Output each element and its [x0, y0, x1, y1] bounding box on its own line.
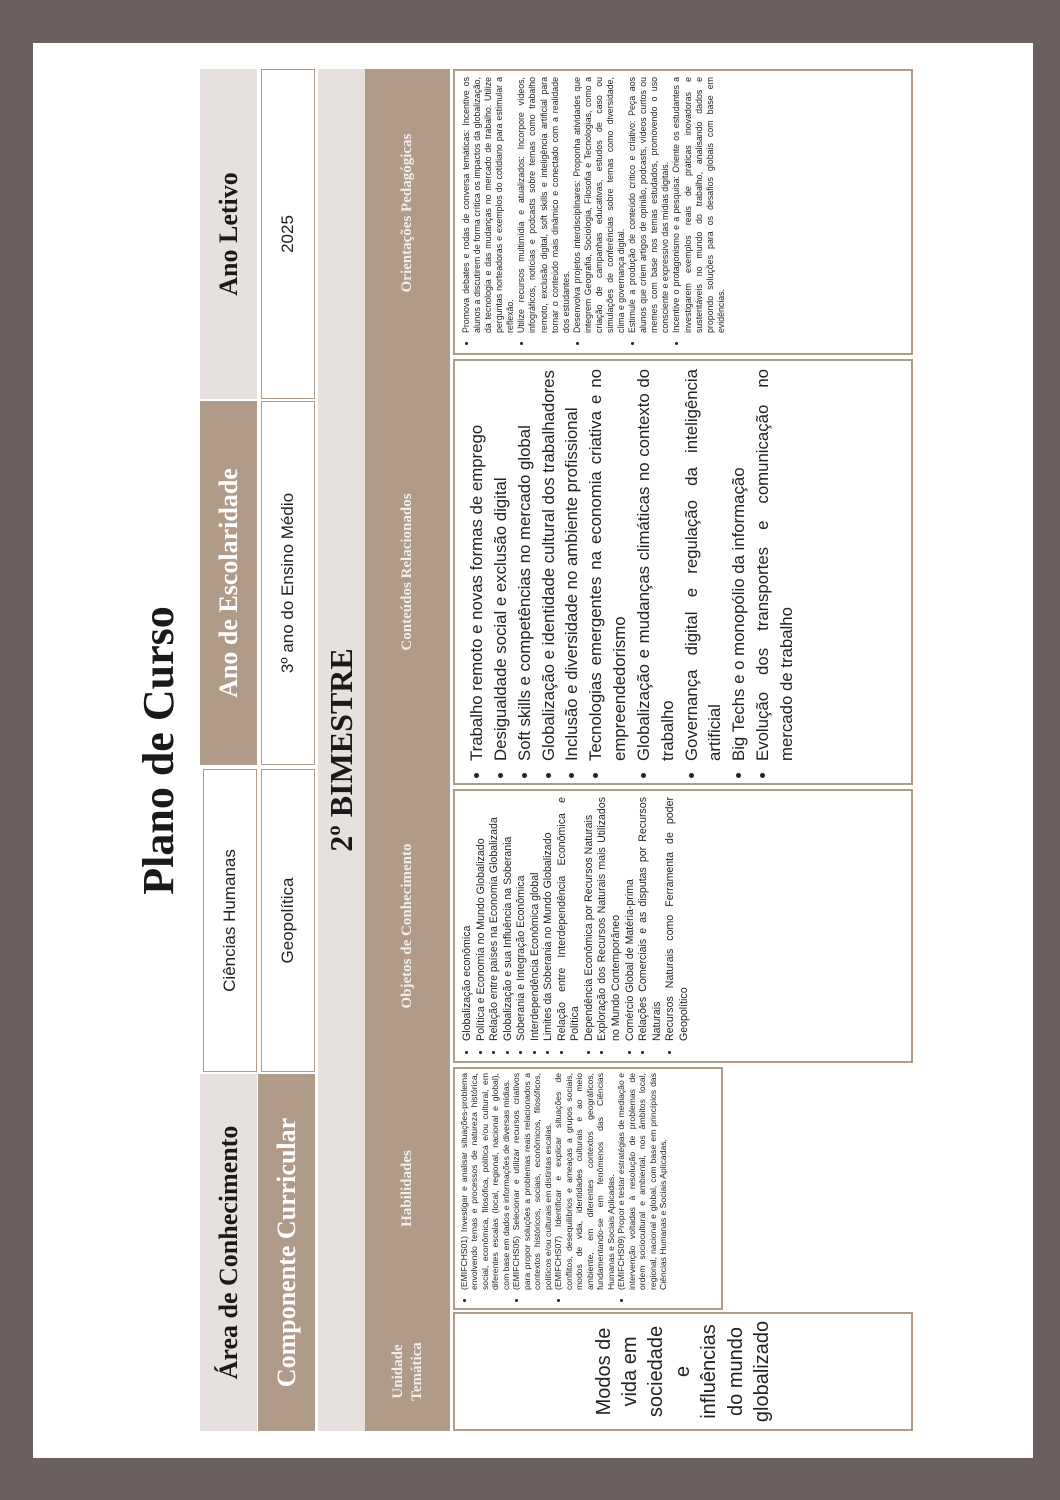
- orientacao-item: • Promova debates e rodas de conversa temáticas: Incentive os alunos a discutirem de forma crítica os impactos da globalização, da tecnologia e das mudanças no mercado de trabalho. Utilize perguntas norteadoras e exemplos do cotidiano para estimular a reflexão.: [461, 77, 516, 333]
- conteudo-item: • Big Techs e o monopólio da informação: [727, 369, 751, 761]
- objeto-item: • Interdependência Econômica global: [529, 797, 543, 1041]
- objeto-item: • Relação entre países na Economia Globalizada: [488, 797, 502, 1041]
- objeto-item: • Dependência Econômica por Recursos Naturais: [583, 797, 597, 1041]
- conteudo-item: • Globalização e mudanças climáticas no contexto do trabalho: [632, 369, 680, 761]
- unidade-tematica-text: Modos de vida em sociedade e influências do mundo globalizado: [592, 1320, 773, 1423]
- habilidades-cell: [453, 1067, 723, 1310]
- course-plan: [33, 43, 1033, 1458]
- objeto-item: • Globalização e sua Influência na Soberania: [502, 797, 516, 1041]
- col-orientacoes-pedagogicas: Orientações Pedagógicas: [365, 69, 450, 357]
- habilidade-item: • (EMIFCHS05) Selecionar e utilizar recursos criativos para propor soluções a problemas reais relacionados a contextos históricos, sociais, econômicos, filosóficos, políticos e/ou culturais em distintas escalas.: [511, 1073, 553, 1290]
- document-page: [33, 43, 1033, 1458]
- area-conhecimento-value: Ciências Humanas: [203, 769, 257, 1072]
- ano-letivo-label: Ano Letivo: [200, 69, 257, 399]
- col-objetos-conhecimento: Objetos de Conhecimento: [365, 787, 450, 1065]
- objeto-item: • Soberania e Integração Econômica: [515, 797, 529, 1041]
- page-title: Plano de Curso: [134, 606, 183, 895]
- habilidade-item: • (EMIFCHS07) Identificar e explicar situações de conflitos, desequilíbrios e ameaças a grupos sociais, modos de vida, identidades culturais e ao meio ambiente, em diferentes contextos geográficos, fundamentando-se em fenômenos das Ciências Humanas e Sociais Aplicadas.: [553, 1073, 616, 1290]
- conteudo-item: • Tecnologias emergentes na economia criativa e no empreendedorismo: [584, 369, 632, 761]
- objeto-item: • Relações Comerciais e as disputas por Recursos Naturais: [637, 797, 664, 1041]
- ano-letivo-value: 2025: [261, 69, 315, 399]
- col-conteudos-relacionados: Conteúdos Relacionados: [365, 357, 450, 787]
- conteudo-item: • Inclusão e diversidade no ambiente profissional: [560, 369, 584, 761]
- orientacao-item: • Incentive o protagonismo e a pesquisa: Oriente os estudantes a investigarem exemplos reais de práticas inovadoras e sustentáveis no mundo do trabalho, analisando dados e propondo soluções para os desafios globais com base em evidências.: [671, 77, 726, 333]
- orientacao-item: • Utilize recursos multimídia e atualizados: Incorpore vídeos, infográficos, notícias e podcasts sobre temas como trabalho remoto, exclusão digital, soft skills e inteligência artificial para tornar o conteúdo mais dinâmico e conectado com a realidade dos estudantes.: [516, 77, 571, 333]
- objetos-conhecimento-cell: [453, 789, 913, 1063]
- orientacoes-pedagogicas-cell: [453, 69, 913, 355]
- conteudos-relacionados-cell: [453, 359, 913, 785]
- componente-curricular-value: Geopolítica: [261, 769, 315, 1072]
- orientacao-item: • Estimule a produção de conteúdo crítico e criativo: Peça aos alunos que criem artigos de opinião, podcasts, vídeos curtos ou memes com base nos temas estudados, promovendo o uso consciente e expressivo das mídias digitais.: [627, 77, 671, 333]
- conteudo-item: • Evolução dos transportes e comunicação no mercado de trabalho: [751, 369, 799, 761]
- conteudo-item: • Governança digital e regulação da inteligência artificial: [680, 369, 728, 761]
- objeto-item: • Globalização econômica: [461, 797, 475, 1041]
- conteudo-item: • Soft skills e competências no mercado global: [513, 369, 537, 761]
- objeto-item: • Recursos Naturais como Ferramenta de poder Geopolítico: [664, 797, 691, 1041]
- ano-escolaridade-value: 3º ano do Ensino Médio: [261, 401, 315, 765]
- componente-curricular-label: Componente Curricular: [258, 1074, 315, 1431]
- objeto-item: • Relação entre Interdependência Econômica e Política: [556, 797, 583, 1041]
- conteudo-item: • Desigualdade social e exclusão digital: [489, 369, 513, 761]
- bimestre-band: 2º BIMESTRE: [318, 69, 365, 1431]
- col-unidade-tematica: Unidade Temática: [365, 1312, 450, 1431]
- conteudo-item: • Trabalho remoto e novas formas de emprego: [465, 369, 489, 761]
- objeto-item: • Política e Economia no Mundo Globalizado: [475, 797, 489, 1041]
- habilidade-item: • (EMIFCHS01) Investigar e analisar situações-problema envolvendo temas e processos de natureza histórica, social, econômica, filosófica, política e/ou cultural, em diferentes escalas (local, regional, nacional e global), com base em dados e informações de diversas mídias.: [459, 1073, 511, 1290]
- orientacao-item: • Desenvolva projetos interdisciplinares: Proponha atividades que integrem Geografia, Sociologia, Filosofia e Tecnologias, como a criação de campanhas educativas, estudos de caso ou simulações de conferências sobre temas como diversidade, clima e governança digital.: [572, 77, 627, 333]
- unidade-tematica-cell: [453, 1312, 913, 1431]
- area-conhecimento-label: Área de Conhecimento: [200, 1074, 257, 1431]
- ano-escolaridade-label: Ano de Escolaridade: [200, 401, 257, 765]
- habilidade-item: • (EMIFCHS09) Propor e testar estratégias de mediação e intervenção voltadas à resolução de problemas de ordem sociocultural e ambiental, nos âmbitos local, regional, nacional e global, com base em princípios das Ciências Humanas e Sociais Aplicadas.: [616, 1073, 668, 1290]
- objeto-item: • Comércio Global de Matéria-prima: [624, 797, 638, 1041]
- conteudo-item: • Globalização e identidade cultural dos trabalhadores: [537, 369, 561, 761]
- objeto-item: • Exploração dos Recursos Naturais mais Utilizados no Mundo Contemporâneo: [596, 797, 623, 1041]
- col-habilidades: Habilidades: [365, 1065, 450, 1312]
- objeto-item: • Limites da Soberania no Mundo Globalizado: [542, 797, 556, 1041]
